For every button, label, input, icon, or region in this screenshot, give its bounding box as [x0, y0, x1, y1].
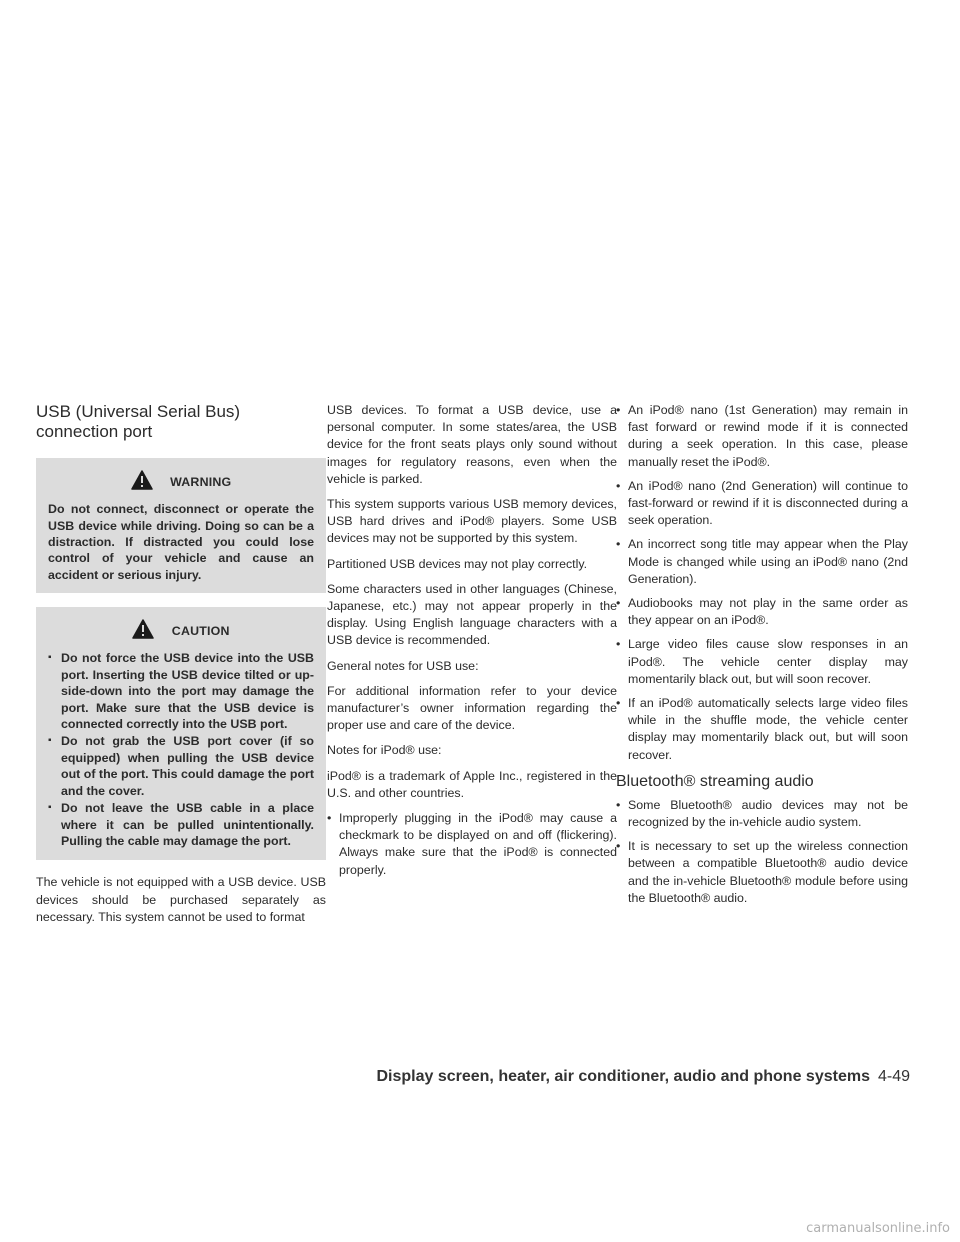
- paragraph: Notes for iPod® use:: [327, 743, 442, 758]
- warning-triangle-icon: [131, 470, 153, 495]
- warning-title: WARNING: [170, 475, 232, 489]
- paragraph: Partitioned USB devices may not play correctly.: [327, 556, 588, 571]
- list-item: • Audiobooks may not play in the same order as they appear on an iPod®.: [616, 595, 908, 629]
- caution-list: [48, 650, 314, 849]
- page-number: 4-49: [877, 1068, 910, 1085]
- watermark: carmanualsonline.info: [806, 1221, 950, 1236]
- list-item: • Some Bluetooth® audio devices may not be recognized by the in-vehicle audio system.: [616, 797, 908, 831]
- caution-header: [48, 619, 314, 644]
- warning-text: Do not connect, disconnect or operate the USB device while driving. Doing so can be a distraction. If distracted you could lose control of your vehicle and cause an accident or serious injury.: [48, 502, 314, 582]
- footer-section-title: Display screen, heater, air conditioner, audio and phone systems: [376, 1068, 870, 1085]
- bullet-list-bluetooth: [616, 797, 908, 907]
- bullet-list: [327, 810, 617, 879]
- caution-triangle-icon: [132, 619, 154, 644]
- list-item: • An iPod® nano (2nd Generation) will continue to fast-forward or rewind if it is disconnected during a seek operation.: [616, 478, 908, 530]
- paragraph: General notes for USB use:: [327, 658, 479, 673]
- warning-header: [48, 470, 314, 495]
- page-footer: [376, 1068, 910, 1086]
- paragraph: iPod® is a trademark of Apple Inc., registered in the U.S. and other countries.: [327, 768, 617, 800]
- caution-box: [36, 607, 326, 860]
- paragraph: The vehicle is not equipped with a USB device. USB devices should be purchased separately as necessary. This system cannot be used to format: [36, 875, 326, 924]
- section-heading-usb: USB (Universal Serial Bus) connection port: [36, 402, 241, 441]
- list-item: • An iPod® nano (1st Generation) may remain in fast forward or rewind mode if it is connected during a seek operation. In this case, please manually reset the iPod®.: [616, 402, 908, 471]
- list-item: • If an iPod® automatically selects large video files while in the shuffle mode, the vehicle center display may momentarily black out, but will soon recover.: [616, 695, 908, 764]
- column-2: [327, 402, 617, 886]
- paragraph: Some characters used in other languages (Chinese, Japanese, etc.) may not appear properly in the display. Using English language characters with a USB device is recommended.: [327, 581, 617, 648]
- column-3: [616, 402, 908, 914]
- caution-item: ▪ Do not force the USB device into the USB port. Inserting the USB device tilted or up-side-down into the port may damage the port. Make sure that the USB device is connected correctly into the USB port.: [48, 650, 314, 732]
- warning-box: [36, 458, 326, 593]
- caution-title: CAUTION: [171, 624, 230, 639]
- list-item: • It is necessary to set up the wireless connection between a compatible Bluetooth® audio device and the in-vehicle Bluetooth® module before using the Bluetooth® audio.: [616, 838, 908, 907]
- paragraph: USB devices. To format a USB device, use a personal computer. In some states/area, the USB device for the front seats plays only sound without images for regulatory reasons, even when the vehicle is parked.: [327, 403, 617, 486]
- paragraph: For additional information refer to your device manufacturer’s owner information regarding the proper use and care of the device.: [327, 683, 617, 733]
- bullet-list: [616, 402, 908, 764]
- paragraph: This system supports various USB memory devices, USB hard drives and iPod® players. Some USB devices may not be supported by this system.: [327, 497, 617, 546]
- list-item: • Large video files cause slow responses in an iPod®. The vehicle center display may momentarily black out, but will soon recover.: [616, 636, 908, 688]
- column-1: [36, 402, 326, 934]
- list-item: • An incorrect song title may appear when the Play Mode is changed while using an iPod® nano (2nd Generation).: [616, 536, 908, 588]
- section-heading-bluetooth: Bluetooth® streaming audio: [616, 772, 814, 790]
- caution-item: ▪ Do not grab the USB port cover (if so equipped) when pulling the USB device out of the port. This could damage the port and the cover.: [48, 733, 314, 799]
- caution-item: ▪ Do not leave the USB cable in a place where it can be pulled unintentionally. Pulling the cable may damage the port.: [48, 800, 314, 849]
- list-item: • Improperly plugging in the iPod® may cause a checkmark to be displayed on and off (flickering). Always make sure that the iPod® is connected properly.: [327, 810, 617, 879]
